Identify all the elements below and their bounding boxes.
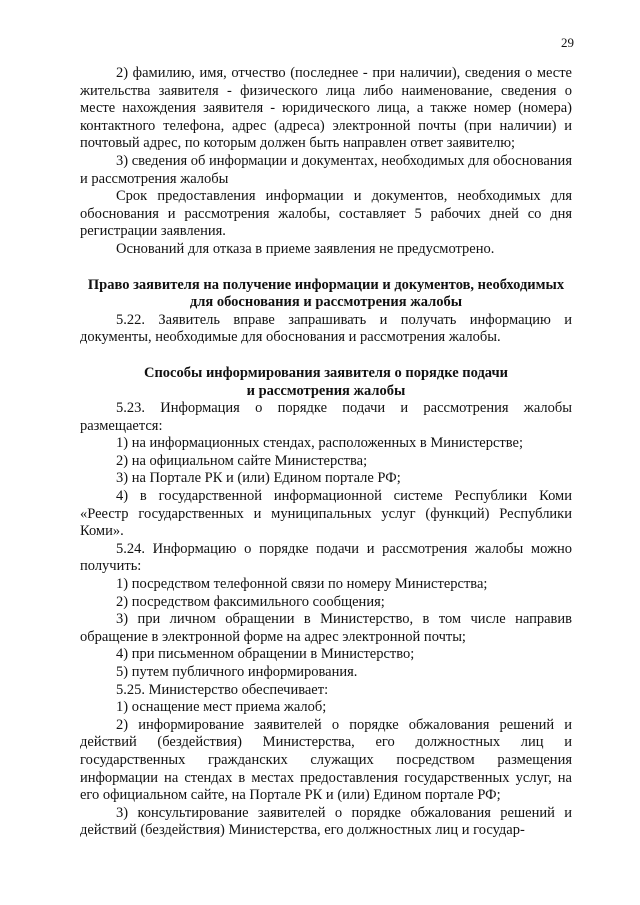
heading-line: Право заявителя на получение информации и документов, необходимых для обоснования и рассмотрения жалобы: [87, 276, 565, 311]
list-item: 4) в государственной информационной системе Республики Коми «Реестр государственных и муниципальных услуг (функций) Республики Коми».: [80, 488, 572, 540]
list-item: 2) информирование заявителей о порядке обжалования решений и действий (бездействия) Министерства, его должностных лиц и государственных гражданских служащих посредством размещения информации на стендах в местах предоставления государственных услуг, на его официальном сайте, на Портале РК и (или) Едином портале РФ;: [80, 716, 572, 804]
list-item: 4) при письменном обращении в Министерство;: [116, 646, 415, 663]
heading-line: и рассмотрения жалобы: [246, 382, 406, 399]
paragraph: 5.24. Информацию о порядке подачи и рассмотрения жалобы можно получить:: [80, 540, 572, 575]
section-heading: [80, 365, 572, 400]
paragraph: 5.22. Заявитель вправе запрашивать и получать информацию и документы, необходимые для обоснования и рассмотрения жалобы.: [80, 311, 572, 346]
section-heading: [80, 277, 572, 312]
list-item: 5) путем публичного информирования.: [116, 664, 358, 680]
list-item: 3) на Портале РК и (или) Едином портале РФ;: [116, 470, 401, 487]
heading-line: Способы информирования заявителя о порядке подачи: [143, 364, 508, 381]
list-item: 3) консультирование заявителей о порядке обжалования решений и действий (бездействия) Министерства, его должностных лиц и государ-: [80, 804, 572, 839]
list-item: 2) на официальном сайте Министерства;: [116, 452, 368, 469]
paragraph: 5.23. Информация о порядке подачи и рассмотрения жалобы размещается:: [80, 400, 572, 434]
paragraph: 3) сведения об информации и документах, необходимых для обоснования и рассмотрения жалобы: [80, 152, 572, 187]
paragraph: Оснований для отказа в приеме заявления не предусмотрено.: [116, 240, 495, 257]
paragraph: Срок предоставления информации и документов, необходимых для обоснования и рассмотрения жалобы, составляет 5 рабочих дней со дня регистрации заявления.: [80, 188, 572, 240]
paragraph: 2) фамилию, имя, отчество (последнее - при наличии), сведения о месте жительства заявителя - физического лица либо наименование, сведения о месте нахождения заявителя - юридического лица, а также номер (номера) контактного телефона, адрес (адреса) электронной почты (при наличии) и почтовый адрес, по которым должен быть направлен ответ заявителю;: [80, 65, 572, 152]
paragraph: 5.25. Министерство обеспечивает:: [116, 681, 329, 698]
list-item: 1) на информационных стендах, расположенных в Министерстве;: [116, 435, 523, 452]
list-item: 1) посредством телефонной связи по номеру Министерства;: [116, 576, 488, 593]
list-item: 3) при личном обращении в Министерство, в том числе направив обращение в электронной форме на адрес электронной почты;: [80, 611, 572, 645]
list-item: 1) оснащение мест приема жалоб;: [116, 699, 327, 716]
page-number: 29: [561, 35, 574, 50]
document-body: [80, 65, 572, 840]
list-item: 2) посредством факсимильного сообщения;: [116, 593, 385, 610]
